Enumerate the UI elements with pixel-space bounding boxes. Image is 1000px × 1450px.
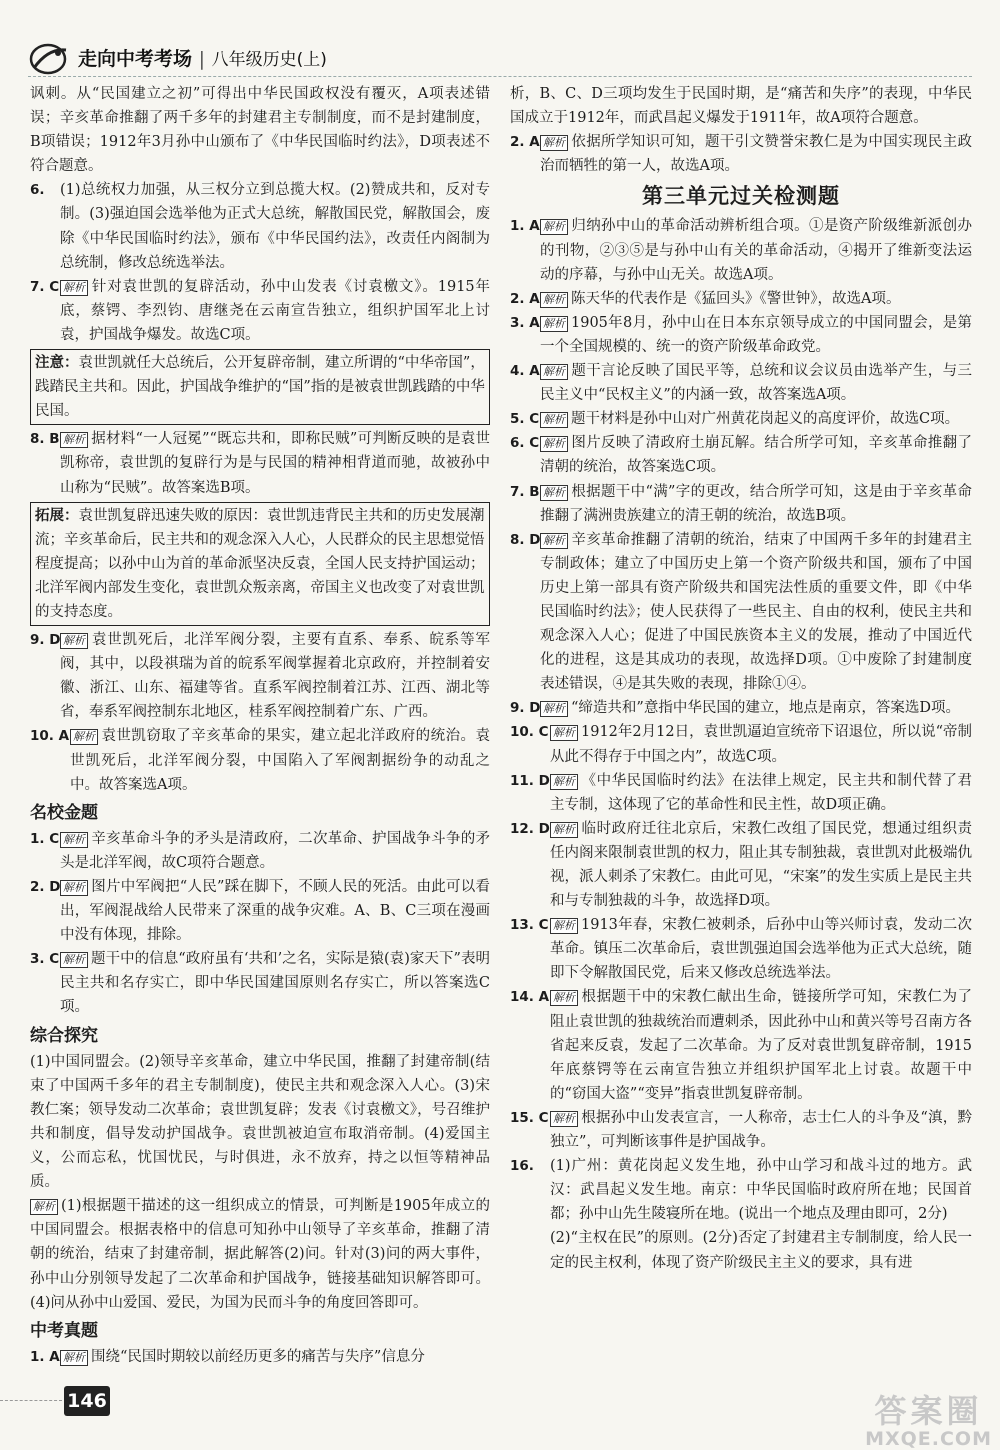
answer-text: (1)总统权力加强，从三权分立到总揽大权。(2)赞成共和，反对专制。(3)强迫国会选举他为正式大总统，解散国民党，解散国会，废除《中华民国临时约法》，颁布《中华民国约法》，改责任内阁制为总统制，修改总统选举法。 <box>60 182 490 271</box>
answer-item <box>30 275 490 347</box>
analysis-tag: 解析 <box>60 633 88 649</box>
answer-item <box>30 875 490 947</box>
note-box <box>30 502 490 626</box>
answer-item <box>30 947 490 1019</box>
answer-number: 4. A <box>510 363 540 380</box>
book-logo-icon <box>28 42 72 76</box>
answer-text: 题干材料是孙中山对广州黄花岗起义的高度评价，故选C项。 <box>571 411 960 428</box>
analysis-tag: 解析 <box>540 364 568 380</box>
answer-text: 1913年春，宋教仁被刺杀，后孙中山等兴师讨袁，发动二次革命。镇压二次革命后，袁世凯强迫国会选举他为正式大总统，随即下令解散国民党，后来又修改总统选举法。 <box>550 917 972 982</box>
analysis-tag: 解析 <box>540 219 568 235</box>
analysis-tag: 解析 <box>540 485 568 501</box>
answer-item <box>510 769 972 817</box>
answer-number: 1. A <box>30 1348 60 1365</box>
analysis-tag: 解析 <box>60 280 88 296</box>
page-number: 146 <box>64 1386 110 1416</box>
answer-number: 1. C <box>30 830 60 847</box>
answer-item <box>510 130 972 178</box>
answer-text: 袁世凯死后，北洋军阀分裂，主要有直系、奉系、皖系等军阀，其中，以段祺瑞为首的皖系军阀掌握着北京政府，并控制着安徽、浙江、山东、福建等省。直系军阀控制着江苏、江西、湖北等省，奉系军阀控制东北地区，桂系军阀控制着广东、广西。 <box>60 632 490 721</box>
answer-number: 13. C <box>510 917 549 934</box>
answer-number: 11. D <box>510 772 550 789</box>
answer-number: 3. A <box>510 314 540 331</box>
answer-number: 15. C <box>510 1109 549 1126</box>
answer-number: 8. D <box>510 531 541 548</box>
answer-text: 图片中军阀把“人民”踩在脚下，不顾人民的死活。由此可以看出，军阀混战给人民带来了深重的战争灾难。A、B、C三项在漫画中没有体现，排除。 <box>60 879 490 944</box>
answer-text: 围绕“民国时期较以前经历更多的痛苦与失序”信息分 <box>91 1348 425 1365</box>
answer-text: 针对袁世凯的复辟活动，孙中山发表《讨袁檄文》。1915年底，蔡锷、李烈钧、唐继尧在云南宣告独立，组织护国军北上讨袁，护国战争爆发。故选C项。 <box>60 278 490 343</box>
note-box <box>30 349 490 425</box>
answer-number: 7. C <box>30 278 60 295</box>
analysis-tag: 解析 <box>540 135 568 151</box>
answer-number: 5. C <box>510 411 540 428</box>
note-text: 袁世凯就任大总统后，公开复辟帝制，建立所谓的“中华帝国”，践踏民主共和。因此，护国战争维护的“国”指的是被袁世凯践踏的中华民国。 <box>35 355 485 420</box>
answer-item <box>510 480 972 528</box>
answer-item <box>510 985 972 1105</box>
analysis-tag: 解析 <box>540 701 568 717</box>
answer-text: 陈天华的代表作是《猛回头》《警世钟》，故选A项。 <box>571 290 901 307</box>
answer-text: 据材料“一人冠冕”“既忘共和，即称民贼”可判断反映的是袁世凯称帝，袁世凯的复辟行为是与民国的精神相背道而驰，故被孙中山称为“民贼”。故答案选B项。 <box>60 431 490 496</box>
answer-text: 图片反映了清政府土崩瓦解。结合所学可知，辛亥革命推翻了清朝的统治，故答案选C项。 <box>540 435 972 476</box>
answer-number: 2. A <box>510 134 540 151</box>
page-header <box>28 42 972 76</box>
section-heading: 中考真题 <box>30 1320 98 1341</box>
paragraph <box>510 82 972 130</box>
analysis-tag: 解析 <box>60 880 88 896</box>
answer-text: 根据孙中山发表宣言，一人称帝，志士仁人的斗争及“滇，黔独立”，可判断该事件是护国战争。 <box>550 1109 972 1151</box>
answer-text: 辛亥革命斗争的矛头是清政府，二次革命、护国战争斗争的矛头是北洋军阀，故C项符合题意。 <box>60 830 490 871</box>
answer-item <box>510 431 972 479</box>
note-label: 拓展： <box>35 507 79 524</box>
answer-number: 7. B <box>510 483 540 500</box>
answer-number: 2. A <box>510 290 540 307</box>
answer-number: 3. C <box>30 951 60 968</box>
answer-item <box>510 720 972 768</box>
answer-text: 根据题干中的宋教仁献出生命，链接所学可知，宋教仁为了阻止袁世凯的独裁统治而遭刺杀，因此孙中山和黄兴等号召南方各省起来反袁，发起了二次革命。为了反对袁世凯复辟帝制，1915年底蔡锷等在云南宣告独立并组织护国军北上讨袁。故题干中的“窃国大盗”“变异”指袁世凯复辟帝制。 <box>550 989 972 1102</box>
section-heading: 综合探究 <box>30 1025 98 1046</box>
answer-number: 2. D <box>30 879 61 895</box>
footer-rule <box>0 1400 62 1401</box>
answer-item <box>510 817 972 913</box>
book-title: 走向中考考场 | 八年级历史(上) <box>78 48 327 70</box>
note-label: 注意： <box>35 355 79 372</box>
analysis-tag: 解析 <box>540 292 568 308</box>
answer-item <box>510 359 972 407</box>
answer-text: (1)中国同盟会。(2)领导辛亥革命，建立中华民国，推翻了封建帝制(结束了中国两千多年的君主专制制度)，使民主共和观念深入人心。(3)宋教仁案；领导发动二次革命；袁世凯复辟；发表《讨袁檄文》，号召维护共和制度，倡导发动护国战争。袁世凯被迫宣布取消帝制。(4)爱国主义，公而忘私，忧国忧民，与时俱进，永不放弃，持之以恒等精神品质。 <box>30 1053 490 1191</box>
analysis-tag: 解析 <box>550 822 578 838</box>
analysis-tag: 解析 <box>30 1199 58 1215</box>
answer-number: 6. <box>30 182 45 199</box>
paragraph <box>30 82 490 178</box>
answer-text: (2)“主权在民”的原则。(2分)否定了封建君主专制制度，给人民一定的民主权利，体现了资产阶级民主主义的要求，具有进 <box>550 1230 972 1271</box>
analysis-tag: 解析 <box>550 1111 578 1127</box>
analysis-tag: 解析 <box>550 725 578 741</box>
analysis-tag: 解析 <box>60 432 88 448</box>
answer-item <box>510 1154 972 1226</box>
answer-text: (1)根据题干描述的这一组织成立的情景，可判断是1905年成立的中国同盟会。根据表格中的信息可知孙中山领导了辛亥革命，推翻了清朝的统治，结束了封建帝制，据此解答(2)问。针对(3)问的两大事件，孙中山分别领导发起了二次革命和护国战争，链接基础知识解答即可。(4)问从孙中山爱国、爱民，为国为民而斗争的角度回答即可。 <box>30 1198 490 1311</box>
left-column <box>30 82 490 1369</box>
analysis-tag: 解析 <box>540 436 568 452</box>
answer-text: 题干言论反映了国民平等，总统和议会议员由选举产生，与三民主义中“民权主义”的内涵一致，故答案选A项。 <box>540 363 972 404</box>
analysis-tag: 解析 <box>60 832 88 848</box>
answer-number: 12. D <box>510 820 550 837</box>
answer-item <box>510 696 972 720</box>
answer-text: 临时政府迁往北京后，宋教仁改组了国民党，想通过组织责任内阁来限制袁世凯的权力，阻止其专制独裁，袁世凯对此极端仇视，派人刺杀了宋教仁。由此可见，“宋案”的发生实质上是民主共和与专制独裁的斗争，故选择D项。 <box>550 820 972 910</box>
paragraph <box>30 1050 490 1195</box>
answer-text: 1912年2月12日，袁世凯逼迫宣统帝下诏退位，所以说“帝制从此不得存于中国之内”，故选C项。 <box>550 724 972 765</box>
answer-item <box>30 427 490 499</box>
paragraph <box>30 1194 490 1314</box>
answer-text: 依据所学知识可知，题干引文赞誉宋教仁是为中国实现民主政治而牺牲的第一人，故选A项。 <box>540 134 972 175</box>
answer-item <box>30 724 490 796</box>
watermark-logo-text: 答案圈 <box>874 1392 983 1430</box>
answer-item <box>510 913 972 985</box>
watermark <box>865 1394 992 1450</box>
answer-item <box>30 1345 490 1369</box>
answer-text: (1)广州：黄花岗起义发生地，孙中山学习和战斗过的地方。武汉：武昌起义发生地。南京：中华民国临时政府所在地；民国首都；孙中山先生陵寝所在地。(说出一个地点及理由即可，2分) <box>550 1158 972 1223</box>
answer-number: 10. A <box>30 728 70 745</box>
answer-text: 题干中的信息“政府虽有‘共和’之名，实际是猿(袁)家天下”表明民主共和名存实亡，即中华民国建国原则名存实亡，所以答案选C项。 <box>60 951 490 1016</box>
answer-number: 8. B <box>30 431 60 448</box>
answer-text: 根据题干中“满”字的更改，结合所学可知，这是由于辛亥革命推翻了满洲贵族建立的清王朝的统治，故选B项。 <box>540 483 972 524</box>
section-heading: 名校金题 <box>30 802 98 823</box>
answer-text: 1905年8月，孙中山在日本东京领导成立的中国同盟会，是第一个全国规模的、统一的资产阶级革命政党。 <box>540 314 972 355</box>
analysis-tag: 解析 <box>550 918 578 934</box>
answer-number: 9. D <box>30 632 61 649</box>
answer-item <box>510 1226 972 1274</box>
note-text: 袁世凯复辟迅速失败的原因：袁世凯违背民主共和的历史发展潮流；辛亥革命后，民主共和的观念深入人心，人民群众的民主思想觉悟程度提高；以孙中山为首的革命派坚决反袁，全国人民支持护国运动；北洋军阀内部发生变化，袁世凯众叛亲离，帝国主义也改变了对袁世凯的支持态度。 <box>35 507 485 620</box>
analysis-tag: 解析 <box>70 729 98 745</box>
unit-title: 第三单元过关检测题 <box>642 184 840 209</box>
answer-text: 归纳孙中山的革命活动辨析组合项。①是资产阶级维新派创办的刊物，②③⑤是与孙中山有关的革命活动，④揭开了维新变法运动的序幕，与孙中山无关。故选A项。 <box>540 218 972 283</box>
answer-item <box>510 1106 972 1154</box>
answer-item <box>510 407 972 431</box>
answer-item <box>510 214 972 286</box>
answer-item <box>510 528 972 697</box>
answer-number: 9. D <box>510 700 541 717</box>
header-rule <box>28 76 972 77</box>
analysis-tag: 解析 <box>550 990 578 1006</box>
answer-number: 14. A <box>510 989 550 1006</box>
answer-item <box>30 827 490 875</box>
analysis-tag: 解析 <box>60 1350 88 1366</box>
analysis-tag: 解析 <box>550 774 578 790</box>
watermark-url: MXQE.COM <box>865 1428 992 1450</box>
answer-number: 16. <box>510 1158 534 1175</box>
answer-text: 析，B、C、D三项均发生于民国时期，是“痛苦和失序”的表现，中华民国成立于1912年，而武昌起义爆发于1911年，故A项符合题意。 <box>510 86 972 127</box>
answer-number: 10. C <box>510 724 549 741</box>
answer-item <box>510 287 972 311</box>
answer-text: “缔造共和”意指中华民国的建立，地点是南京，答案选D项。 <box>571 700 960 717</box>
answer-text: 袁世凯窃取了辛亥革命的果实，建立起北洋政府的统治。袁世凯死后，北洋军阀分裂，中国陷入了军阀割据纷争的动乱之中。故答案选A项。 <box>70 728 490 793</box>
analysis-tag: 解析 <box>60 952 88 968</box>
analysis-tag: 解析 <box>540 412 568 428</box>
answer-number: 6. C <box>510 435 540 452</box>
answer-item <box>30 628 490 724</box>
answer-item <box>510 311 972 359</box>
answer-text: 讽刺。从“民国建立之初”可得出中华民国政权没有覆灭，A项表述错误；辛亥革命推翻了两千多年的封建君主专制制度，而不是封建制度，B项错误；1912年3月孙中山颁布了《中华民国临时约法》，D项表述不符合题意。 <box>30 86 490 175</box>
answer-text: 《中华民国临时约法》在法律上规定，民主共和制代替了君主专制，这体现了它的革命性和民主性，故D项正确。 <box>550 772 972 813</box>
analysis-tag: 解析 <box>540 316 568 332</box>
answer-text: 辛亥革命推翻了清朝的统治，结束了中国两千多年的封建君主专制政体；建立了中国历史上第一个资产阶级共和国，颁布了中国历史上第一部具有资产阶级共和国宪法性质的重要文件，即《中华民国临时约法》；使人民获得了一些民主、自由的权利，使民主共和观念深入人心；促进了中国民族资本主义的发展，推动了中国近代化的进程，这是其成功的表现，故选择D项。①中废除了封建制度表述错误，④是其失败的表现，排除①④。 <box>540 531 972 693</box>
right-column <box>510 82 972 1275</box>
answer-item <box>30 178 490 274</box>
answer-number: 1. A <box>510 218 540 235</box>
analysis-tag: 解析 <box>540 533 568 549</box>
